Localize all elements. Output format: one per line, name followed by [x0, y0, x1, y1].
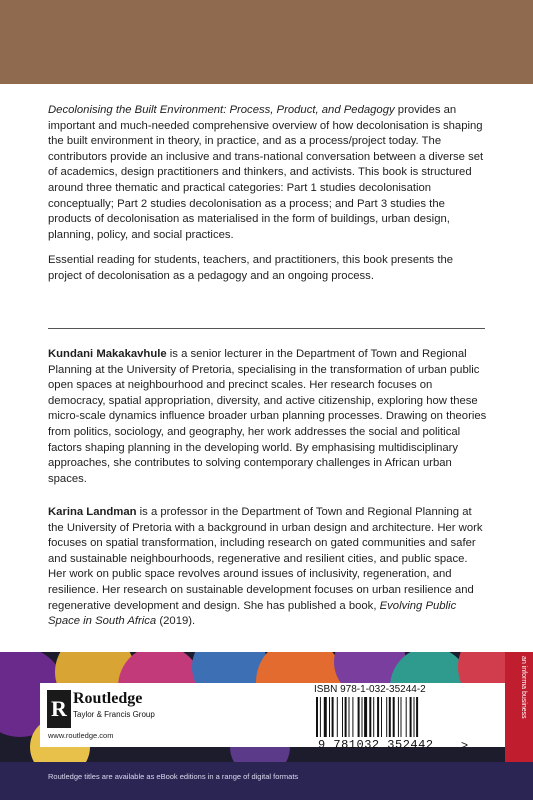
publisher-url[interactable]: www.routledge.com — [48, 731, 114, 740]
barcode-bar — [398, 697, 399, 737]
barcode-bar — [416, 697, 418, 737]
author-book-title: Evolving Public Space in South Africa — [48, 599, 457, 628]
description-text: provides an important and much-needed comprehensive overview of how decolonisation is shaping the built environment in theory, in practice, and as a process/project today. The contributors provide an inclusive and trans-national conversation between a diverse set of academics, design practitioners and thinkers, and activists. This book is structured around three thematic and practical categories: Part 1 studies decolonisation conceptually; Part 2 studies decolonisation as a process; and Part 3 studies the products of decolonisation as materialised in the form of buildings, urban design, planning, policy, and social practices. — [48, 104, 484, 241]
barcode-bar — [389, 697, 391, 737]
book-description — [48, 103, 488, 285]
footer-text: Routledge titles are available as eBook editions in a range of digital formats — [48, 772, 299, 781]
author-bio-text-2: is a professor in the Department of Town and Regional Planning at the University of Pretoria with a background in urban design and architecture. Her work focuses on spatial transformation, including research on gated communities and safer and sustainable neighbourhoods, regenerative and resilient cities, and public space. Her work on public space revolves around issues of inclusivity, regeneration, and resilience. Her research on sustainable development focuses on urban resilience and regenerative development and design. She has published a book, — [48, 506, 483, 612]
svg-text:R: R — [51, 696, 67, 721]
informa-text: an informa business — [520, 656, 527, 719]
barcode-bar — [373, 697, 374, 737]
publisher-name: Routledge — [73, 690, 143, 707]
barcode-bar — [406, 697, 407, 737]
barcode-bar — [401, 697, 402, 737]
barcode-bar — [410, 697, 412, 737]
barcode-bar — [316, 697, 318, 737]
barcode-bar — [386, 697, 387, 737]
description-paragraph-2: Essential reading for students, teachers, and practitioners, this book presents the project of decolonisation as a pedagogy and an ongoing process. — [48, 254, 454, 282]
footer-band — [0, 762, 533, 800]
description-paragraph-1 — [48, 103, 488, 243]
barcode-number: 9 781032 352442 — [318, 738, 434, 752]
barcode-bar — [364, 697, 367, 737]
barcode-bar — [352, 697, 353, 737]
isbn-label: ISBN 978-1-032-35244-2 — [314, 684, 426, 695]
divider — [48, 328, 485, 329]
barcode-bar — [362, 697, 363, 737]
barcode-bar — [414, 697, 415, 737]
author-name-1: Kundani Makakavhule — [48, 348, 167, 360]
barcode — [314, 697, 459, 737]
barcode-bar — [393, 697, 395, 737]
routledge-r-icon — [47, 690, 71, 728]
barcode-bar — [324, 697, 327, 737]
barcode-arrow-icon: > — [461, 738, 469, 752]
cover-top-band — [0, 0, 533, 84]
author-book-year: (2019). — [156, 615, 196, 628]
author-bio-text-1: is a senior lecturer in the Department of Town and Regional Planning at the University of Pretoria, specialising in the transformation of urban public open spaces at neighbourhood and precinct scales. Her research focuses on democracy, spatial appropriation, diversity, and active citizenship, exploring how these micro-scale dynamics influence broader urban planning processes. Drawing on theories from politics, sociology, and geography, her work addresses the social and political factors shaping planning in the developing world. By emphasising multidisciplinary approaches, she contributes to solving contemporary challenges in African urban spaces. — [48, 348, 487, 485]
barcode-bar — [345, 697, 347, 737]
barcode-bar — [349, 697, 350, 737]
barcode-bar — [342, 697, 343, 737]
author-name-2: Karina Landman — [48, 506, 137, 518]
barcode-bar — [337, 697, 338, 737]
book-title: Decolonising the Built Environment: Process, Product, and Pedagogy — [48, 104, 395, 116]
barcode-bar — [377, 697, 379, 737]
barcode-bar — [369, 697, 371, 737]
barcode-bar — [332, 697, 334, 737]
barcode-bar — [381, 697, 382, 737]
author-bio-2 — [48, 505, 488, 630]
publisher-group: Taylor & Francis Group — [73, 710, 155, 719]
barcode-bar — [329, 697, 330, 737]
barcode-bar — [358, 697, 360, 737]
author-bio-1 — [48, 347, 488, 487]
barcode-bar — [320, 697, 321, 737]
